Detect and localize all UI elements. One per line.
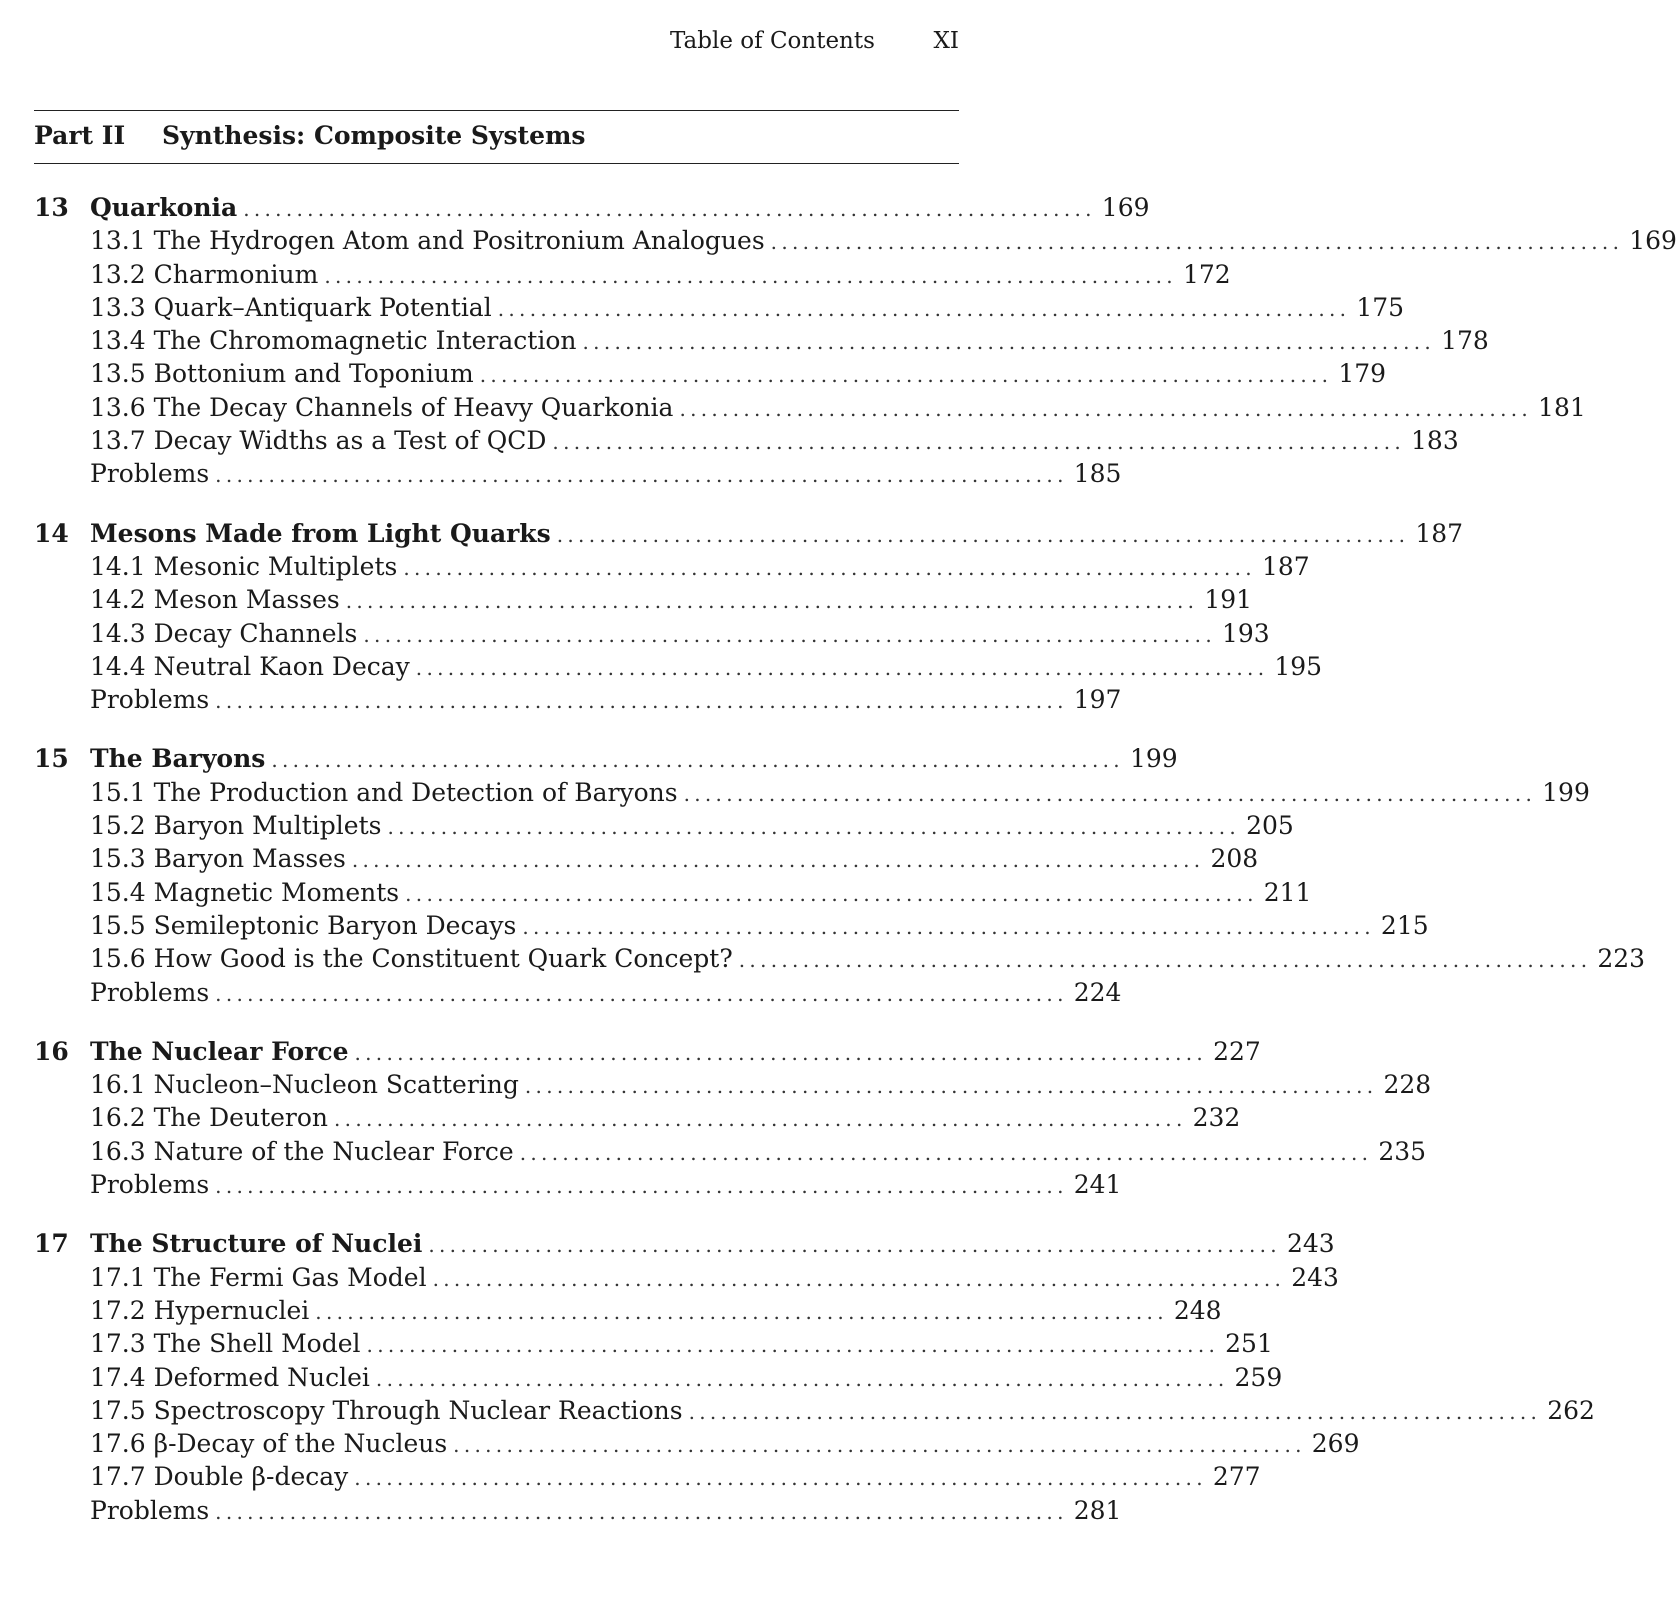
dot-leader: ................................................................................ xyxy=(351,848,1205,873)
section-entry[interactable] xyxy=(34,617,1270,650)
problems-entry[interactable] xyxy=(34,1168,1122,1201)
section-title: 15.2 Baryon Multiplets xyxy=(90,811,382,841)
page-number: XI xyxy=(933,28,959,54)
section-title: 13.5 Bottonium and Toponium xyxy=(90,359,474,389)
section-title: 13.6 The Decay Channels of Heavy Quarkonia xyxy=(90,392,674,422)
dot-leader: ................................................................................ xyxy=(497,296,1351,321)
section-title: 14.2 Meson Masses xyxy=(90,585,340,615)
page-ref: 193 xyxy=(1221,618,1270,648)
dot-leader: ................................................................................ xyxy=(479,363,1333,388)
page-ref: 175 xyxy=(1356,292,1405,322)
page-ref: 241 xyxy=(1073,1170,1122,1200)
page-ref: 185 xyxy=(1073,459,1122,489)
chapter-entry[interactable] xyxy=(34,517,1464,550)
problems-title: Problems xyxy=(90,459,210,489)
page-ref: 243 xyxy=(1291,1262,1339,1292)
section-title: 13.7 Decay Widths as a Test of QCD xyxy=(90,426,547,456)
dot-leader: ................................................................................ xyxy=(738,948,1592,973)
dot-leader: ................................................................................ xyxy=(315,1299,1168,1324)
dot-leader: ................................................................................ xyxy=(770,230,1624,255)
dot-leader: ................................................................................ xyxy=(243,197,1096,221)
dot-leader: ................................................................................ xyxy=(683,781,1537,806)
section-entry[interactable] xyxy=(34,1068,1432,1101)
page-ref: 197 xyxy=(1073,685,1122,715)
section-entry[interactable] xyxy=(34,550,1310,583)
dot-leader: ................................................................................ xyxy=(366,1333,1220,1358)
section-title: 17.5 Spectroscopy Through Nuclear Reactions xyxy=(90,1395,683,1425)
section-title: 14.1 Mesonic Multiplets xyxy=(90,551,398,581)
dot-leader: ................................................................................ xyxy=(354,1466,1207,1491)
section-entry[interactable] xyxy=(34,391,1586,424)
section-entry[interactable] xyxy=(34,291,1405,324)
section-entry[interactable] xyxy=(34,583,1253,616)
chapter-number: 17 xyxy=(34,1229,69,1259)
section-title: 17.2 Hypernuclei xyxy=(90,1295,310,1325)
page-ref: 243 xyxy=(1286,1229,1335,1259)
section-title: 15.4 Magnetic Moments xyxy=(90,877,400,907)
section-title: 17.3 The Shell Model xyxy=(90,1329,361,1359)
section-title: 17.7 Double β-decay xyxy=(90,1462,349,1492)
section-entry[interactable] xyxy=(34,842,1259,875)
problems-entry[interactable] xyxy=(34,1494,1122,1527)
section-title: 16.3 Nature of the Nuclear Force xyxy=(90,1136,514,1166)
section-entry[interactable] xyxy=(34,876,1312,909)
problems-title: Problems xyxy=(90,977,210,1007)
dot-leader: ................................................................................ xyxy=(271,748,1124,773)
dot-leader: ................................................................................ xyxy=(415,655,1269,680)
dot-leader: ................................................................................ xyxy=(324,263,1177,288)
chapter-14 xyxy=(34,517,1464,717)
section-title: 13.4 The Chromomagnetic Interaction xyxy=(90,326,577,356)
page-ref: 208 xyxy=(1210,844,1259,874)
dot-leader: ................................................................................ xyxy=(428,1233,1281,1258)
page-ref: 199 xyxy=(1542,777,1590,807)
page-ref: 211 xyxy=(1263,877,1312,907)
page-ref: 215 xyxy=(1380,910,1429,940)
section-entry[interactable] xyxy=(34,1261,1339,1294)
chapter-15 xyxy=(34,742,1646,1008)
page-ref: 181 xyxy=(1538,392,1586,422)
dot-leader: ................................................................................ xyxy=(582,330,1436,355)
section-entry[interactable] xyxy=(34,1294,1222,1327)
chapter-title: The Baryons xyxy=(90,744,266,774)
section-title: 15.3 Baryon Masses xyxy=(90,844,346,874)
chapter-number: 16 xyxy=(34,1036,69,1066)
part-heading xyxy=(34,121,586,150)
page-ref: 169 xyxy=(1101,193,1150,222)
chapter-number: 15 xyxy=(34,744,69,774)
dot-leader: ................................................................................ xyxy=(556,522,1410,547)
problems-title: Problems xyxy=(90,1495,210,1525)
chapter-13 xyxy=(34,191,1677,491)
page-ref: 178 xyxy=(1441,326,1489,356)
chapter-number: 14 xyxy=(34,518,69,548)
dot-leader: ................................................................................ xyxy=(432,1266,1286,1291)
section-title: 13.2 Charmonium xyxy=(90,259,319,289)
dot-leader: ................................................................................ xyxy=(679,396,1533,421)
section-entry[interactable] xyxy=(34,324,1489,357)
section-title: 15.1 The Production and Detection of Baryons xyxy=(90,777,678,807)
section-entry[interactable] xyxy=(34,224,1677,257)
part-title: Synthesis: Composite Systems xyxy=(162,121,586,150)
page-ref: 205 xyxy=(1246,811,1294,841)
section-title: 16.1 Nucleon–Nucleon Scattering xyxy=(90,1070,519,1100)
problems-entry[interactable] xyxy=(34,683,1122,716)
page-ref: 179 xyxy=(1338,359,1387,389)
chapter-17 xyxy=(34,1227,1595,1527)
problems-entry[interactable] xyxy=(34,976,1122,1009)
page-ref: 224 xyxy=(1073,977,1122,1007)
page-ref: 232 xyxy=(1192,1103,1241,1133)
dot-leader: ................................................................................ xyxy=(215,1174,1068,1199)
section-title: 15.6 How Good is the Constituent Quark Concept? xyxy=(90,944,733,974)
page-ref: 187 xyxy=(1415,518,1464,548)
section-entry[interactable] xyxy=(34,1427,1360,1460)
dot-leader: ................................................................................ xyxy=(354,1040,1208,1065)
section-entry[interactable] xyxy=(34,650,1323,683)
chapter-title: The Structure of Nuclei xyxy=(90,1229,423,1259)
chapter-entry[interactable] xyxy=(34,742,1178,775)
dot-leader: ................................................................................ xyxy=(215,689,1068,714)
page-ref: 262 xyxy=(1547,1395,1595,1425)
chapter-16 xyxy=(34,1035,1432,1201)
part-label: Part II xyxy=(34,121,126,150)
page-ref: 183 xyxy=(1411,426,1459,456)
section-title: 13.1 The Hydrogen Atom and Positronium Analogues xyxy=(90,226,765,256)
dot-leader: ................................................................................ xyxy=(375,1366,1229,1391)
dot-leader: ................................................................................ xyxy=(345,589,1199,614)
dot-leader: ................................................................................ xyxy=(519,1140,1373,1165)
running-title: Table of Contents xyxy=(670,28,875,54)
table-of-contents xyxy=(34,191,1677,1553)
chapter-entry[interactable] xyxy=(34,1035,1261,1068)
section-entry[interactable] xyxy=(34,1394,1595,1427)
dot-leader: ................................................................................ xyxy=(405,881,1258,906)
section-title: 17.6 β-Decay of the Nucleus xyxy=(90,1429,448,1459)
page-ref: 228 xyxy=(1383,1070,1432,1100)
section-title: 14.3 Decay Channels xyxy=(90,618,358,648)
dot-leader: ................................................................................ xyxy=(387,815,1241,840)
problems-title: Problems xyxy=(90,685,210,715)
page-ref: 259 xyxy=(1234,1362,1283,1392)
section-entry[interactable] xyxy=(34,909,1429,942)
running-head xyxy=(670,28,959,54)
section-title: 13.3 Quark–Antiquark Potential xyxy=(90,292,492,322)
section-title: 14.4 Neutral Kaon Decay xyxy=(90,651,410,681)
section-entry[interactable] xyxy=(34,258,1231,291)
section-entry[interactable] xyxy=(34,809,1294,842)
dot-leader: ................................................................................ xyxy=(334,1107,1187,1132)
dot-leader: ................................................................................ xyxy=(552,430,1406,455)
chapter-title: Quarkonia xyxy=(90,193,238,222)
page-ref: 195 xyxy=(1274,651,1323,681)
page-ref: 281 xyxy=(1073,1495,1122,1525)
page-ref: 269 xyxy=(1311,1429,1360,1459)
section-title: 17.4 Deformed Nuclei xyxy=(90,1362,370,1392)
chapter-title: The Nuclear Force xyxy=(90,1036,349,1066)
chapter-entry[interactable] xyxy=(34,191,1150,224)
page-ref: 199 xyxy=(1129,744,1178,774)
page-ref: 235 xyxy=(1378,1136,1427,1166)
part-bottom-rule xyxy=(34,163,959,164)
section-title: 17.1 The Fermi Gas Model xyxy=(90,1262,427,1292)
page-ref: 227 xyxy=(1213,1036,1261,1066)
dot-leader: ................................................................................ xyxy=(363,622,1216,647)
page-ref: 248 xyxy=(1173,1295,1222,1325)
section-entry[interactable] xyxy=(34,357,1387,390)
chapter-entry[interactable] xyxy=(34,1227,1335,1260)
part-top-rule xyxy=(34,110,959,111)
dot-leader: ................................................................................ xyxy=(522,914,1375,939)
section-entry[interactable] xyxy=(34,1361,1283,1394)
chapter-title: Mesons Made from Light Quarks xyxy=(90,518,551,548)
section-title: 16.2 The Deuteron xyxy=(90,1103,329,1133)
page-ref: 169 xyxy=(1629,226,1677,256)
section-entry[interactable] xyxy=(34,1327,1273,1360)
page-ref: 277 xyxy=(1212,1462,1261,1492)
dot-leader: ................................................................................ xyxy=(453,1433,1306,1458)
section-entry[interactable] xyxy=(34,942,1646,975)
problems-entry[interactable] xyxy=(34,457,1122,490)
section-entry[interactable] xyxy=(34,424,1459,457)
dot-leader: ................................................................................ xyxy=(215,981,1068,1006)
page-ref: 187 xyxy=(1261,551,1310,581)
page-ref: 223 xyxy=(1597,944,1646,974)
page-ref: 191 xyxy=(1204,585,1253,615)
chapter-number: 13 xyxy=(34,193,69,222)
dot-leader: ................................................................................ xyxy=(688,1399,1542,1424)
dot-leader: ................................................................................ xyxy=(403,555,1256,580)
section-entry[interactable] xyxy=(34,1135,1427,1168)
section-title: 15.5 Semileptonic Baryon Decays xyxy=(90,910,517,940)
dot-leader: ................................................................................ xyxy=(215,463,1068,488)
section-entry[interactable] xyxy=(34,1101,1241,1134)
page-ref: 172 xyxy=(1182,259,1231,289)
section-entry[interactable] xyxy=(34,776,1590,809)
section-entry[interactable] xyxy=(34,1460,1261,1493)
dot-leader: ................................................................................ xyxy=(524,1074,1378,1099)
page-ref: 251 xyxy=(1225,1329,1273,1359)
dot-leader: ................................................................................ xyxy=(215,1499,1068,1524)
problems-title: Problems xyxy=(90,1170,210,1200)
